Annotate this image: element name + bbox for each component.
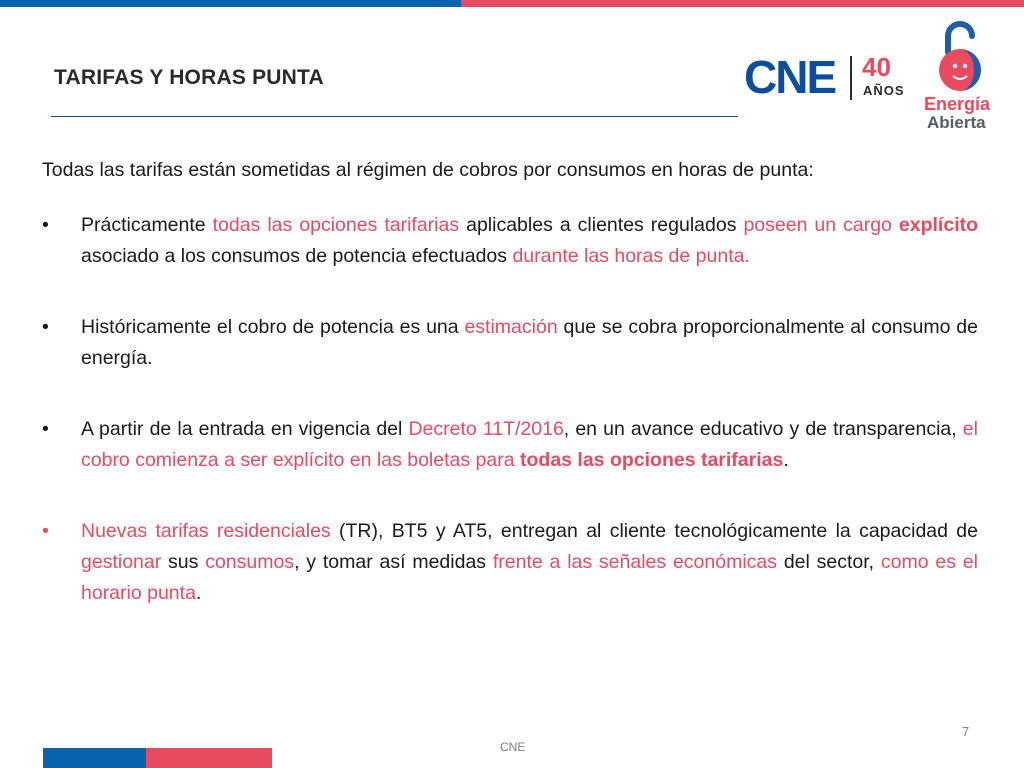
bullet-text: aplicables a clientes regulados <box>459 214 744 236</box>
cne-40-anos-logo <box>744 52 904 102</box>
bullet-text: Prácticamente <box>81 214 213 236</box>
bottom-bar-red-segment <box>146 748 272 768</box>
bullet-highlight-text: estimación <box>464 316 558 338</box>
bullet-highlight-text: poseen un cargo <box>743 214 899 236</box>
slide-body <box>42 155 978 649</box>
bottom-bar-blue-segment <box>43 748 146 768</box>
bullet-highlight-text: durante las horas de punta. <box>512 245 750 267</box>
bullet-marker: • <box>42 520 49 542</box>
bullet-text: , en un avance educativo y de transparencia, <box>563 418 963 440</box>
bullet-item <box>42 414 978 476</box>
intro-paragraph: Todas las tarifas están sometidas al régimen de cobros por consumos en horas de punta: <box>42 159 814 181</box>
bottom-color-bar <box>43 748 272 768</box>
bullet-highlight-text: como es el horario punta <box>81 551 979 604</box>
bullet-highlight-text: consumos <box>205 551 295 573</box>
bullet-highlight-text: gestionar <box>81 551 162 573</box>
cne-logo-separator <box>850 56 852 100</box>
energia-abierta-line1: Energía <box>924 94 991 114</box>
title-underline <box>51 116 738 117</box>
top-bar-blue-segment <box>0 0 461 7</box>
top-bar-red-segment <box>461 0 1024 7</box>
footer-label: CNE <box>500 740 526 754</box>
bullet-text: . <box>783 449 789 471</box>
bullet-text: Históricamente el cobro de potencia es una <box>81 316 465 338</box>
bullet-highlight-text: todas las opciones tarifarias <box>520 449 784 471</box>
energia-abierta-line2: Abierta <box>927 113 986 132</box>
bullet-highlight-text: frente a las señales económicas <box>492 551 778 573</box>
energia-abierta-logo <box>924 18 1000 136</box>
bullet-highlight-text: Decreto 11T/2016 <box>408 418 564 440</box>
bullet-text: del sector, <box>777 551 881 573</box>
bullet-marker: • <box>42 214 49 236</box>
cne-logo-anniversary-word: AÑOS <box>863 83 905 98</box>
padlock-face-icon <box>934 18 986 98</box>
bullet-text: sus <box>161 551 206 573</box>
bullet-text: , y tomar así medidas <box>294 551 493 573</box>
bullet-marker: • <box>42 316 49 338</box>
bullet-list <box>42 210 978 609</box>
top-color-bar <box>0 0 1024 7</box>
bullet-item <box>42 312 978 374</box>
cne-logo-anniversary-number: 40 <box>862 52 891 82</box>
bullet-highlight-text: Nuevas tarifas residenciales <box>81 520 331 542</box>
bullet-item <box>42 210 978 272</box>
bullet-text: que se cobra proporcionalmente al consumo de energía. <box>81 316 978 369</box>
bullet-text: asociado a los consumos de potencia efectuados <box>81 245 513 267</box>
bullet-highlight-text: explícito <box>898 214 979 236</box>
bullet-text: (TR), BT5 y AT5, entregan al cliente tecnológicamente la capacidad de <box>330 520 978 542</box>
bullet-item <box>42 516 978 609</box>
bullet-highlight-text: todas las opciones tarifarias <box>212 214 460 236</box>
bullet-text: A partir de la entrada en vigencia del <box>81 418 409 440</box>
bullet-text: . <box>195 582 202 604</box>
page-number: 7 <box>962 724 970 739</box>
bullet-highlight-text: el cobro comienza a ser explícito en las boletas para <box>81 418 978 471</box>
cne-logo-text: CNE <box>744 51 836 103</box>
bullet-marker: • <box>42 418 49 440</box>
slide-title: TARIFAS Y HORAS PUNTA <box>54 66 324 89</box>
